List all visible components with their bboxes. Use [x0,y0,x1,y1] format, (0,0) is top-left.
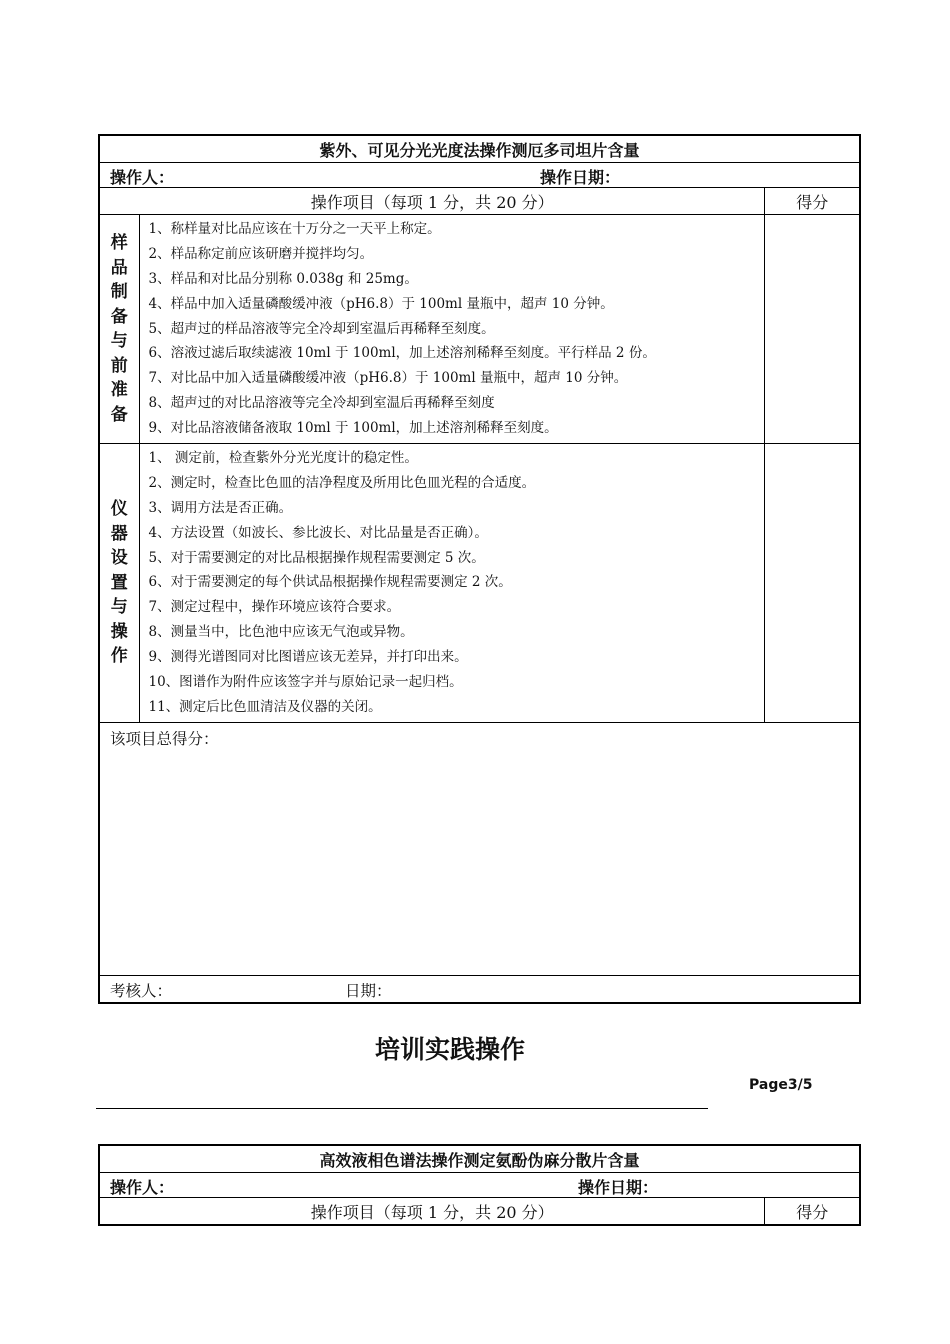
list-item: 7、对比品中加入适量磷酸缓冲液（pH6.8）于 100ml 量瓶中，超声 10 分钟。 [148,370,628,387]
section-sample-prep-label: 样 品 制 备 与 前 准 备 [99,215,139,444]
list-item: 4、方法设置（如波长、参比波长、对比品量是否正确）。 [148,524,488,541]
section-sample-prep-items [139,215,765,444]
page-heading: 培训实践操作 [374,1035,525,1064]
list-item: 1、称样量对比品应该在十万分之一天平上称定。 [148,221,441,237]
examiner-label: 考核人： [110,981,173,1000]
list-item: 8、超声过的对比品溶液等完全冷却到室温后再稀释至刻度 [148,395,495,412]
section-instrument-score-cell[interactable] [765,444,860,723]
form1-date-label: 操作日期： [540,168,621,187]
divider [96,1108,708,1109]
list-item: 6、对于需要测定的每个供试品根据操作规程需要测定 2 次。 [148,574,512,591]
list-item: 9、测得光谱图同对比图谱应该无差异，并打印出来。 [148,649,468,666]
list-item: 10、图谱作为附件应该签字并与原始记录一起归档。 [148,674,463,691]
list-item: 6、溶液过滤后取续滤液 10ml 于 100ml，加上述溶剂稀释至刻度。平行样品 2 份。 [148,345,656,362]
form2-score-header: 得分 [765,1198,860,1226]
form2-operator-label: 操作人： [110,1178,175,1197]
form2-table [98,1144,861,1226]
list-item: 1、 测定前，检查紫外分光光度计的稳定性。 [148,450,418,467]
list-item: 9、对比品溶液储备液取 10ml 于 100ml，加上述溶剂稀释至刻度。 [148,420,558,437]
section-instrument-label: 仪 器 设 置 与 操 作 [99,444,139,723]
list-item: 11、测定后比色皿清洁及仪器的关闭。 [148,698,382,715]
form1-title: 紫外、可见分光光度法操作测厄多司坦片含量 [99,135,860,163]
examiner-row [99,975,860,1003]
list-item: 3、样品和对比品分别称 0.038g 和 25mg。 [148,270,418,287]
total-score-label: 该项目总得分： [110,729,219,748]
list-item: 7、测定过程中，操作环境应该符合要求。 [148,599,401,616]
list-item: 8、测量当中，比色池中应该无气泡或异物。 [148,624,414,641]
section-instrument-items [139,444,765,723]
list-item: 2、测定时，检查比色皿的洁净程度及所用比色皿光程的合适度。 [148,474,536,491]
form1-score-header: 得分 [765,188,860,215]
form1-operator-label: 操作人： [110,168,175,187]
section-sample-prep-score-cell[interactable] [765,215,860,444]
form2-date-label: 操作日期： [578,1178,659,1197]
form2-operator-row [99,1173,860,1198]
form1-table [98,134,861,1004]
exam-date-label: 日期： [345,981,392,1000]
list-item: 4、样品中加入适量磷酸缓冲液（pH6.8）于 100ml 量瓶中，超声 10 分钟。 [148,295,614,312]
total-score-cell[interactable] [99,722,860,975]
form1-operator-row [99,163,860,188]
form2-items-header: 操作项目（每项 1 分，共 20 分） [99,1198,765,1226]
list-item: 3、调用方法是否正确。 [148,499,293,516]
page-number: Page3/5 [749,1077,813,1093]
form2-title: 高效液相色谱法操作测定氨酚伪麻分散片含量 [99,1145,860,1173]
list-item: 2、样品称定前应该研磨并搅拌均匀。 [148,245,374,262]
list-item: 5、超声过的样品溶液等完全冷却到室温后再稀释至刻度。 [148,320,495,337]
form1-items-header: 操作项目（每项 1 分，共 20 分） [99,188,765,215]
list-item: 5、对于需要测定的对比品根据操作规程需要测定 5 次。 [148,549,485,566]
